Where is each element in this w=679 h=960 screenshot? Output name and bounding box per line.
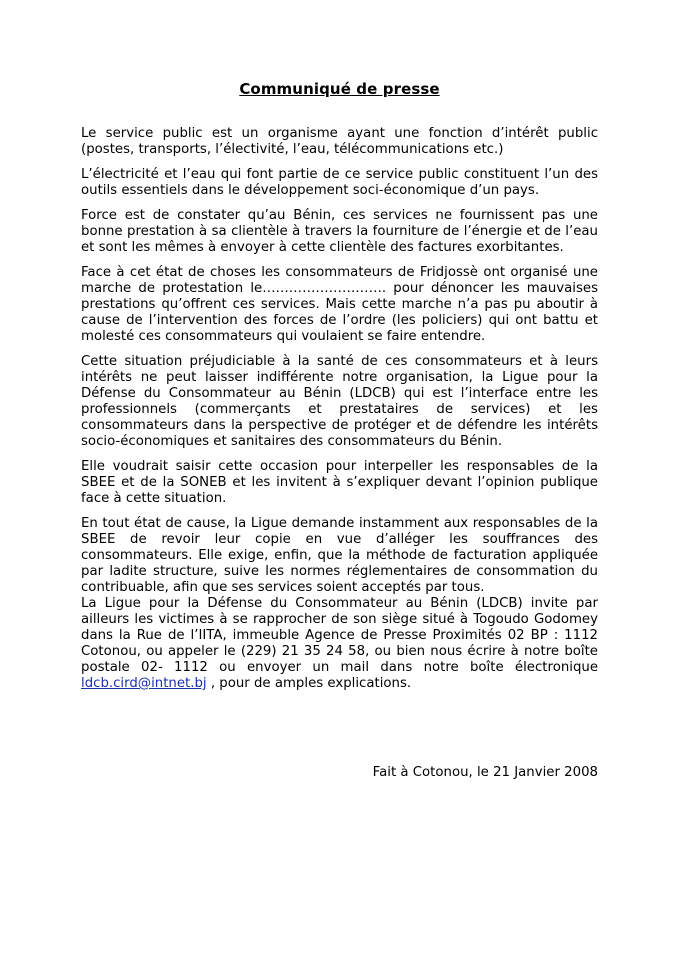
email-link[interactable]: ldcb.cird@intnet.bj	[81, 676, 207, 691]
paragraph-ldcb-position: Cette situation préjudiciable à la santé de ces consommateurs et à leurs intérêts ne peut laisser indifférente notre organisation, la Ligue pour la Défense du Consommateur au Bénin (LDCB) qui est l’interface entre les professionnels (commerçants et prestataires de services) et les consommateurs dans la perspective de protéger et de défendre les intérêts socio-économiques et sanitaires des consommateurs du Bénin.	[81, 354, 598, 449]
paragraph-demands: En tout état de cause, la Ligue demande instamment aux responsables de la SBEE de revoir leur copie en vue d’alléger les souffrances des consommateurs. Elle exige, enfin, que la méthode de facturation appliquée par ladite structure, suive les normes réglementaires de consommation du contribuable, afin que ses services soient acceptés par tous.	[81, 516, 598, 595]
document-title: Communiqué de presse	[239, 80, 440, 98]
paragraph-contact	[81, 596, 598, 692]
paragraph-intro: Le service public est un organisme ayant une fonction d’intérêt public (postes, transports, l’électivité, l’eau, télécommunications etc.)	[81, 126, 598, 157]
document-body	[81, 126, 598, 692]
paragraph-protest-march: Face à cet état de choses les consommateurs de Fridjossè ont organisé une marche de protestation le………………………. pour dénoncer les mauvaises prestations qu’offrent ces services. Mais cette marche n’a pas pu aboutir à cause de l’intervention des forces de l’ordre (les policiers) qui ont battu et molesté ces consommateurs qui voulaient se faire entendre.	[81, 265, 598, 344]
paragraph-benin-services: Force est de constater qu’au Bénin, ces services ne fournissent pas une bonne prestation à sa clientèle à travers la fourniture de l’énergie et de l’eau et sont les mêmes à envoyer à cette clientèle des factures exorbitantes.	[81, 208, 598, 255]
signoff-date: Fait à Cotonou, le 21 Janvier 2008	[372, 765, 598, 780]
paragraph-electricity-water: L’électricité et l’eau qui font partie de ce service public constituent l’un des outils essentiels dans le développement soci-économique d’un pays.	[81, 167, 598, 198]
paragraph-interpellation: Elle voudrait saisir cette occasion pour interpeller les responsables de la SBEE et de la SONEB et les invitent à s’expliquer devant l’opinion publique face à cette situation.	[81, 459, 598, 506]
contact-text: La Ligue pour la Défense du Consommateur au Bénin (LDCB) invite par ailleurs les victimes à se rapprocher de son siège situé à Togoudo Godomey dans la Rue de l’IITA, immeuble Agence de Presse Proximités 02 BP : 1112 Cotonou, ou appeler le (229) 21 35 24 58, ou bien nous écrire à notre boîte postale 02- 1112 ou envoyer un mail dans notre boîte électronique	[81, 596, 598, 675]
contact-text-end: , pour de amples explications.	[206, 676, 412, 691]
